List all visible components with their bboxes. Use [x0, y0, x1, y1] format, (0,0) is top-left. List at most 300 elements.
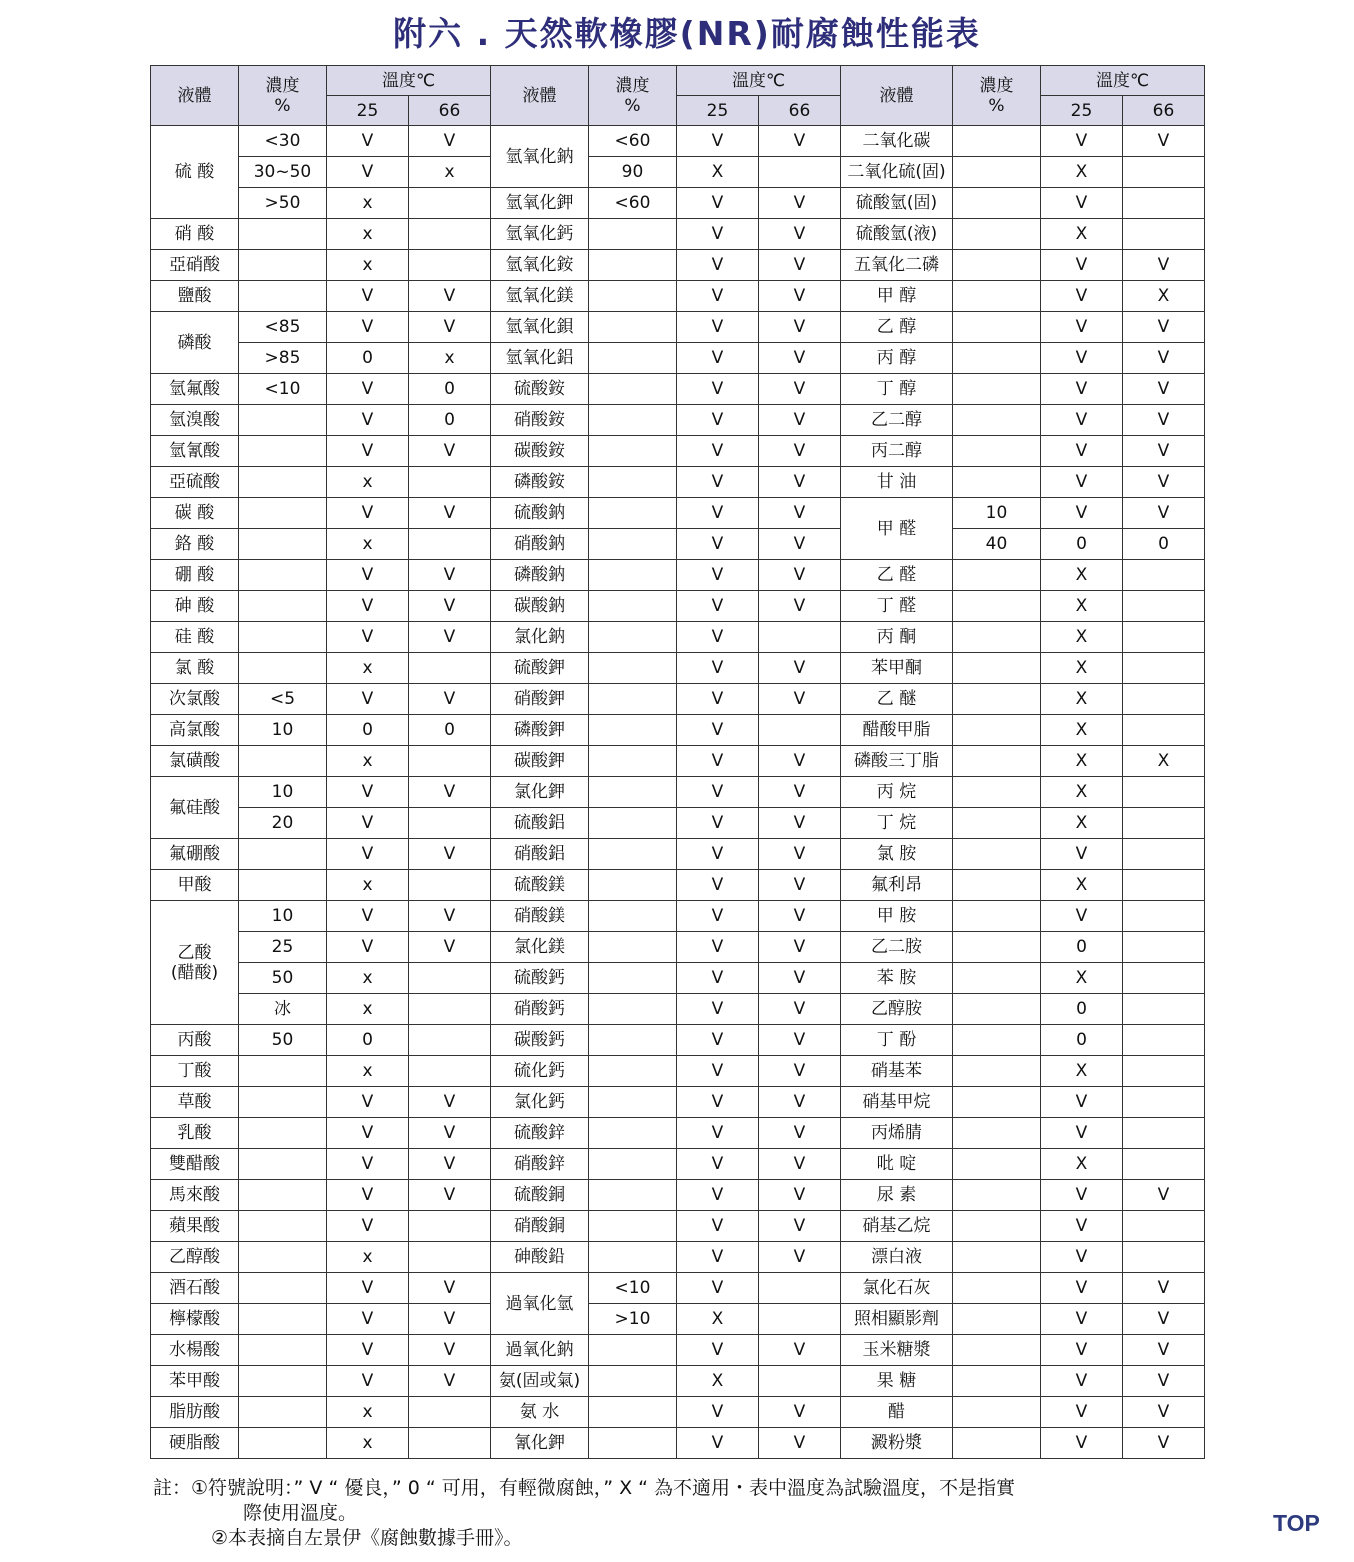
rating-66-cell: X: [1123, 746, 1205, 777]
concentration-cell: [953, 715, 1041, 746]
concentration-cell: [589, 901, 677, 932]
liquid-name: [491, 653, 589, 684]
rating-66-cell: V: [409, 312, 491, 343]
concentration-cell: [953, 1025, 1041, 1056]
liquid-name-text: 乙 醛: [876, 565, 917, 585]
liquid-name-text: 氫氧化鋁: [505, 348, 574, 368]
rating-66-cell: V: [1123, 498, 1205, 529]
table-row: [151, 560, 1205, 591]
top-link[interactable]: TOP: [1273, 1510, 1320, 1536]
liquid-name-text: 氫氟酸: [169, 379, 220, 399]
liquid-name: [841, 994, 953, 1025]
rating-66-cell: [1123, 684, 1205, 715]
rating-66-cell: V: [1123, 1366, 1205, 1397]
rating-25-cell: V: [677, 312, 759, 343]
liquid-name: [841, 250, 953, 281]
rating-25-cell: V: [677, 281, 759, 312]
concentration-cell: >10: [589, 1304, 677, 1335]
liquid-name-text: (醋酸): [170, 962, 219, 983]
liquid-name-text: 漂白液: [871, 1247, 922, 1267]
liquid-name: [151, 374, 239, 405]
liquid-name-text: 丙 醇: [876, 348, 917, 368]
concentration-cell: [953, 994, 1041, 1025]
rating-25-cell: V: [1041, 1180, 1123, 1211]
liquid-name-text: 高氯酸: [169, 720, 220, 740]
rating-66-cell: V: [759, 560, 841, 591]
liquid-name: [491, 901, 589, 932]
liquid-name: [841, 777, 953, 808]
table-row: [151, 405, 1205, 436]
liquid-name: [151, 498, 239, 529]
liquid-name-text: 硫酸氫(固): [855, 193, 938, 213]
liquid-name-text: 氫氧化鈣: [505, 224, 574, 244]
rating-25-cell: V: [327, 684, 409, 715]
rating-25-cell: V: [327, 1180, 409, 1211]
corrosion-table: [150, 65, 1205, 1459]
rating-25-cell: 0: [1041, 932, 1123, 963]
liquid-name-text: 硝酸鋅: [514, 1154, 565, 1174]
liquid-name-text: 鹽酸: [177, 286, 212, 306]
liquid-name-text: 丙 烷: [876, 782, 917, 802]
rating-25-cell: V: [677, 1397, 759, 1428]
concentration-cell: [953, 932, 1041, 963]
header-temperature: 溫度℃: [1041, 66, 1205, 96]
liquid-name: [491, 1087, 589, 1118]
liquid-name-text: 果 糖: [876, 1371, 917, 1391]
liquid-name: [151, 591, 239, 622]
liquid-name: [491, 1180, 589, 1211]
rating-66-cell: x: [409, 343, 491, 374]
rating-66-cell: V: [759, 746, 841, 777]
rating-66-cell: [1123, 870, 1205, 901]
table-row: [151, 1428, 1205, 1459]
rating-25-cell: x: [327, 529, 409, 560]
concentration-cell: 20: [239, 808, 327, 839]
rating-25-cell: V: [327, 777, 409, 808]
table-row: [151, 1149, 1205, 1180]
liquid-name-text: 乙二醇: [871, 410, 922, 430]
concentration-cell: [953, 126, 1041, 157]
rating-66-cell: V: [409, 591, 491, 622]
concentration-cell: [953, 591, 1041, 622]
liquid-name-text: 硫酸鋅: [514, 1123, 565, 1143]
rating-66-cell: V: [759, 994, 841, 1025]
table-row: [151, 467, 1205, 498]
rating-66-cell: [409, 1428, 491, 1459]
concentration-cell: [589, 777, 677, 808]
table-row: [151, 622, 1205, 653]
liquid-name-text: 亞硫酸: [169, 472, 220, 492]
liquid-name-text: 甘 油: [876, 472, 917, 492]
concentration-cell: [239, 591, 327, 622]
concentration-cell: [239, 436, 327, 467]
rating-25-cell: V: [677, 1087, 759, 1118]
concentration-cell: [589, 808, 677, 839]
liquid-name: [151, 250, 239, 281]
concentration-cell: [953, 777, 1041, 808]
header-temp-66: 66: [759, 96, 841, 126]
liquid-name-text: 氫氧化銨: [505, 255, 574, 275]
concentration-cell: [589, 467, 677, 498]
liquid-name-text: 氯 酸: [174, 658, 215, 678]
rating-25-cell: x: [327, 188, 409, 219]
rating-66-cell: [1123, 808, 1205, 839]
concentration-cell: [589, 715, 677, 746]
liquid-name-text: 碳酸鈉: [514, 596, 565, 616]
rating-25-cell: V: [1041, 312, 1123, 343]
rating-66-cell: V: [409, 1273, 491, 1304]
liquid-name: [491, 932, 589, 963]
rating-66-cell: V: [759, 1397, 841, 1428]
rating-25-cell: X: [1041, 622, 1123, 653]
liquid-name: [841, 715, 953, 746]
liquid-name-text: 硫酸鋁: [514, 813, 565, 833]
rating-66-cell: [1123, 839, 1205, 870]
concentration-cell: [953, 1149, 1041, 1180]
rating-66-cell: [1123, 188, 1205, 219]
liquid-name: [151, 281, 239, 312]
liquid-name-text: 乙醇酸: [169, 1247, 220, 1267]
liquid-name: [841, 467, 953, 498]
rating-25-cell: V: [327, 808, 409, 839]
liquid-name: [841, 808, 953, 839]
liquid-name-text: 乙 醇: [876, 317, 917, 337]
rating-25-cell: V: [1041, 343, 1123, 374]
rating-66-cell: [759, 715, 841, 746]
table-row: [151, 436, 1205, 467]
liquid-name: [491, 839, 589, 870]
rating-66-cell: [409, 963, 491, 994]
concentration-cell: [953, 405, 1041, 436]
concentration-cell: [239, 1149, 327, 1180]
concentration-cell: [589, 1397, 677, 1428]
liquid-name: [841, 343, 953, 374]
liquid-name: [151, 1428, 239, 1459]
liquid-name: [151, 126, 239, 219]
concentration-cell: [239, 839, 327, 870]
liquid-name-text: 馬來酸: [169, 1185, 220, 1205]
concentration-cell: >50: [239, 188, 327, 219]
concentration-cell: [953, 1242, 1041, 1273]
concentration-cell: [239, 1397, 327, 1428]
concentration-cell: [953, 312, 1041, 343]
liquid-name: [151, 1273, 239, 1304]
rating-25-cell: x: [327, 963, 409, 994]
rating-66-cell: V: [759, 281, 841, 312]
rating-25-cell: x: [327, 219, 409, 250]
concentration-cell: [589, 870, 677, 901]
rating-25-cell: x: [327, 746, 409, 777]
liquid-name-text: 苯甲酮: [871, 658, 922, 678]
rating-66-cell: [1123, 560, 1205, 591]
rating-25-cell: V: [327, 405, 409, 436]
rating-25-cell: x: [327, 1056, 409, 1087]
header-liquid: 液體: [841, 66, 953, 126]
rating-25-cell: V: [677, 529, 759, 560]
concentration-cell: [239, 1056, 327, 1087]
rating-66-cell: V: [759, 498, 841, 529]
header-temp-25: 25: [677, 96, 759, 126]
rating-66-cell: V: [409, 436, 491, 467]
rating-25-cell: V: [677, 374, 759, 405]
liquid-name-text: 甲酸: [177, 875, 212, 895]
liquid-name: [491, 684, 589, 715]
header-concentration: [589, 66, 677, 126]
rating-66-cell: V: [409, 684, 491, 715]
liquid-name-text: 磷酸: [177, 332, 212, 353]
concentration-cell: [953, 1118, 1041, 1149]
liquid-name-text: 甲 胺: [876, 906, 917, 926]
rating-66-cell: x: [409, 157, 491, 188]
liquid-name: [491, 250, 589, 281]
concentration-cell: <30: [239, 126, 327, 157]
liquid-name: [841, 498, 953, 560]
concentration-cell: [589, 560, 677, 591]
rating-66-cell: V: [759, 1180, 841, 1211]
liquid-name-text: 水楊酸: [169, 1340, 220, 1360]
liquid-name: [841, 1180, 953, 1211]
rating-25-cell: 0: [1041, 529, 1123, 560]
liquid-name: [491, 312, 589, 343]
concentration-cell: 90: [589, 157, 677, 188]
table-row: [151, 312, 1205, 343]
liquid-name: [151, 1304, 239, 1335]
liquid-name-text: 丁 醇: [876, 379, 917, 399]
rating-66-cell: V: [759, 653, 841, 684]
liquid-name-text: 苯甲酸: [169, 1371, 220, 1391]
concentration-cell: [953, 281, 1041, 312]
header-temp-25: 25: [1041, 96, 1123, 126]
rating-25-cell: x: [327, 1428, 409, 1459]
liquid-name: [491, 1149, 589, 1180]
liquid-name-text: 硫化鈣: [514, 1061, 565, 1081]
liquid-name-text: 鉻 酸: [174, 534, 215, 554]
concentration-cell: [953, 1366, 1041, 1397]
rating-66-cell: V: [759, 932, 841, 963]
concentration-cell: [239, 870, 327, 901]
rating-66-cell: V: [1123, 1335, 1205, 1366]
rating-66-cell: [409, 1242, 491, 1273]
liquid-name-text: 磷酸三丁脂: [854, 751, 939, 771]
table-row: [151, 250, 1205, 281]
concentration-cell: <5: [239, 684, 327, 715]
concentration-cell: [589, 281, 677, 312]
rating-25-cell: X: [677, 1366, 759, 1397]
concentration-cell: [589, 312, 677, 343]
liquid-name: [151, 312, 239, 374]
rating-25-cell: V: [677, 901, 759, 932]
concentration-cell: <60: [589, 126, 677, 157]
liquid-name-text: 氫溴酸: [169, 410, 220, 430]
concentration-cell: [953, 684, 1041, 715]
table-row: [151, 157, 1205, 188]
concentration-cell: [953, 1335, 1041, 1366]
liquid-name-text: 碳酸鈣: [514, 1030, 565, 1050]
concentration-cell: [953, 1304, 1041, 1335]
liquid-name-text: 氫氧化鋇: [505, 317, 574, 337]
liquid-name-text: 碳酸鉀: [514, 751, 565, 771]
concentration-cell: [239, 653, 327, 684]
liquid-name-text: 硝酸鈣: [514, 999, 565, 1019]
liquid-name: [491, 374, 589, 405]
rating-66-cell: V: [759, 1149, 841, 1180]
rating-25-cell: x: [327, 1242, 409, 1273]
liquid-name-text: 吡 啶: [876, 1154, 917, 1174]
rating-25-cell: X: [1041, 219, 1123, 250]
liquid-name-text: 五氧化二磷: [854, 255, 939, 275]
liquid-name: [841, 622, 953, 653]
concentration-cell: [239, 219, 327, 250]
liquid-name-text: 過氧化鈉: [505, 1340, 574, 1360]
note-line-1: 註：①符號說明：” V “ 優良，” 0 “ 可用，有輕微腐蝕，” X “ 為不適用・表中溫度為試驗溫度，不是指實: [153, 1477, 1016, 1499]
rating-66-cell: [1123, 157, 1205, 188]
rating-25-cell: X: [1041, 715, 1123, 746]
liquid-name: [841, 1025, 953, 1056]
rating-66-cell: V: [1123, 343, 1205, 374]
concentration-cell: [589, 1242, 677, 1273]
liquid-name-text: 硝基苯: [871, 1061, 922, 1081]
rating-25-cell: V: [677, 1273, 759, 1304]
concentration-cell: [589, 529, 677, 560]
rating-25-cell: V: [327, 498, 409, 529]
concentration-cell: [953, 250, 1041, 281]
liquid-name-text: 硝酸銨: [514, 410, 565, 430]
rating-66-cell: V: [1123, 126, 1205, 157]
liquid-name: [491, 591, 589, 622]
concentration-cell: [589, 219, 677, 250]
rating-66-cell: V: [759, 1087, 841, 1118]
rating-66-cell: [1123, 1118, 1205, 1149]
table-row: [151, 1366, 1205, 1397]
liquid-name-text: 硝基甲烷: [862, 1092, 931, 1112]
liquid-name: [151, 1397, 239, 1428]
liquid-name-text: 澱粉漿: [871, 1433, 922, 1453]
rating-25-cell: V: [677, 932, 759, 963]
liquid-name-text: 乙醇胺: [871, 999, 922, 1019]
liquid-name: [491, 498, 589, 529]
rating-25-cell: V: [327, 1366, 409, 1397]
liquid-name-text: 硝 酸: [174, 224, 215, 244]
rating-66-cell: [759, 1304, 841, 1335]
concentration-cell: [239, 250, 327, 281]
rating-66-cell: V: [409, 281, 491, 312]
rating-66-cell: [409, 529, 491, 560]
liquid-name: [841, 436, 953, 467]
rating-66-cell: V: [1123, 436, 1205, 467]
table-row: [151, 591, 1205, 622]
rating-25-cell: V: [1041, 1335, 1123, 1366]
liquid-name-text: 亞硝酸: [169, 255, 220, 275]
liquid-name-text: 氟硼酸: [169, 844, 220, 864]
header-row-top: [151, 66, 1205, 96]
liquid-name-text: 硫 酸: [174, 162, 215, 182]
rating-25-cell: V: [677, 126, 759, 157]
concentration-cell: 冰: [239, 994, 327, 1025]
table-row: [151, 653, 1205, 684]
note-line-2: 際使用溫度。: [243, 1502, 358, 1524]
rating-25-cell: x: [327, 1397, 409, 1428]
rating-25-cell: V: [677, 1025, 759, 1056]
rating-66-cell: V: [409, 560, 491, 591]
concentration-cell: [589, 374, 677, 405]
rating-66-cell: [1123, 932, 1205, 963]
concentration-cell: [953, 374, 1041, 405]
rating-25-cell: V: [1041, 1273, 1123, 1304]
rating-66-cell: 0: [1123, 529, 1205, 560]
liquid-name-text: 草酸: [177, 1092, 212, 1112]
rating-25-cell: V: [1041, 374, 1123, 405]
liquid-name: [491, 1366, 589, 1397]
rating-66-cell: V: [759, 343, 841, 374]
concentration-cell: [953, 1397, 1041, 1428]
rating-25-cell: x: [327, 870, 409, 901]
liquid-name: [491, 188, 589, 219]
rating-66-cell: V: [759, 374, 841, 405]
liquid-name: [841, 1056, 953, 1087]
concentration-cell: [953, 653, 1041, 684]
concentration-cell: [589, 684, 677, 715]
rating-66-cell: V: [409, 1149, 491, 1180]
liquid-name: [151, 1335, 239, 1366]
rating-66-cell: [1123, 591, 1205, 622]
concentration-cell: [953, 1056, 1041, 1087]
liquid-name-text: 二氧化硫(固): [847, 162, 946, 182]
rating-25-cell: V: [677, 467, 759, 498]
rating-25-cell: V: [327, 126, 409, 157]
header-temp-66: 66: [409, 96, 491, 126]
liquid-name-text: 丁酸: [177, 1061, 212, 1081]
rating-25-cell: X: [1041, 560, 1123, 591]
liquid-name: [491, 1056, 589, 1087]
rating-66-cell: [1123, 1087, 1205, 1118]
liquid-name: [841, 1273, 953, 1304]
liquid-name-text: 氟硅酸: [169, 797, 220, 818]
rating-25-cell: V: [677, 250, 759, 281]
concentration-cell: [239, 405, 327, 436]
liquid-name: [841, 746, 953, 777]
liquid-name: [151, 746, 239, 777]
rating-25-cell: V: [327, 591, 409, 622]
liquid-name: [151, 1118, 239, 1149]
table-row: [151, 1056, 1205, 1087]
rating-25-cell: V: [677, 839, 759, 870]
liquid-name-text: 氯化鈉: [514, 627, 565, 647]
rating-25-cell: 0: [1041, 994, 1123, 1025]
footnotes: [153, 1476, 1233, 1551]
rating-66-cell: V: [759, 684, 841, 715]
concentration-cell: [239, 1304, 327, 1335]
liquid-name: [151, 622, 239, 653]
liquid-name: [841, 963, 953, 994]
liquid-name: [491, 777, 589, 808]
rating-66-cell: [1123, 1211, 1205, 1242]
concentration-cell: [589, 1180, 677, 1211]
rating-25-cell: V: [677, 188, 759, 219]
rating-66-cell: V: [759, 777, 841, 808]
rating-66-cell: [409, 1025, 491, 1056]
liquid-name-text: 醋酸甲脂: [862, 720, 931, 740]
concentration-cell: 50: [239, 963, 327, 994]
rating-66-cell: V: [759, 1211, 841, 1242]
rating-66-cell: V: [759, 963, 841, 994]
rating-66-cell: V: [759, 1242, 841, 1273]
concentration-cell: [589, 1366, 677, 1397]
liquid-name: [841, 870, 953, 901]
concentration-cell: [239, 1335, 327, 1366]
liquid-name-text: 氯 胺: [876, 844, 917, 864]
rating-66-cell: V: [759, 126, 841, 157]
liquid-name: [151, 715, 239, 746]
